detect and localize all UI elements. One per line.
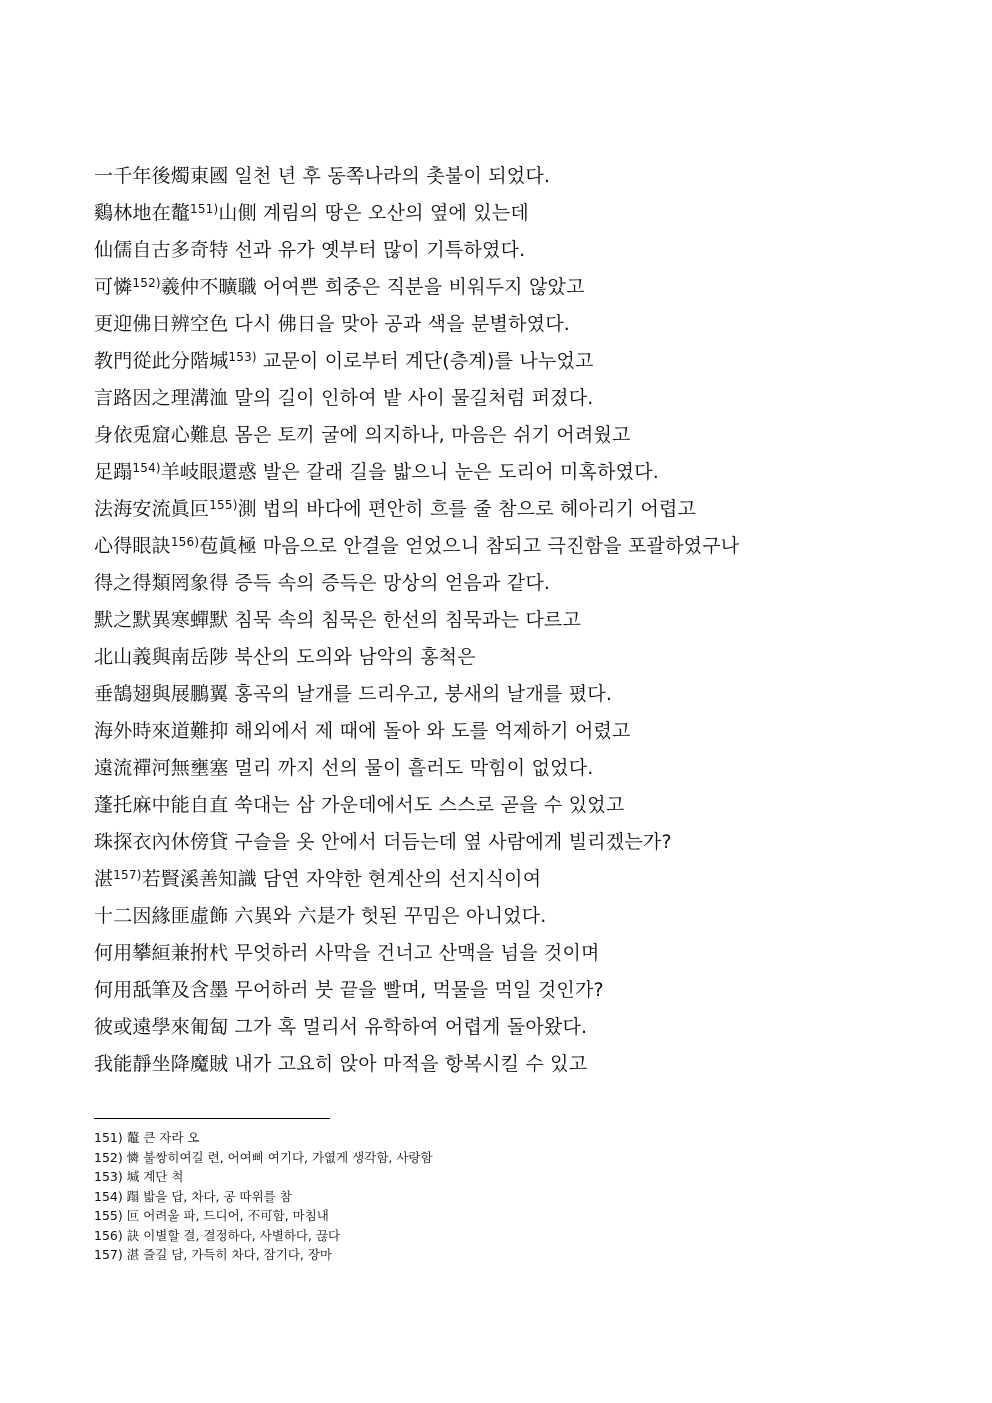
hanja-text: 教門從此分階堿 [94, 350, 229, 372]
hanja-text-continued: 山側 [218, 202, 257, 224]
hanja-text: 心得眼訣 [94, 535, 171, 557]
hanja-text: 海外時來道難抑 [94, 720, 229, 742]
hanja-text: 足蹋 [94, 461, 133, 483]
poem-line [94, 1049, 914, 1086]
poem-line [94, 716, 914, 753]
hanja-text-continued: 苞眞極 [199, 535, 257, 557]
poem-line [94, 198, 914, 235]
footnote-text: 불쌍히여길 련, 어여삐 여기다, 가엾게 생각함, 사랑함 [143, 1149, 433, 1165]
hanja-text: 遠流禪河無壅塞 [94, 757, 229, 779]
footnote-item [94, 1226, 794, 1246]
footnote-character: 叵 [126, 1208, 140, 1223]
poem-line [94, 679, 914, 716]
footnote-item [94, 1128, 794, 1148]
footnote-text: 즐길 담, 가득히 차다, 잠기다, 장마 [143, 1247, 332, 1262]
poem-line [94, 938, 914, 975]
hanja-text: 珠探衣內休傍貸 [94, 831, 229, 853]
footnote-number: 151) [94, 1130, 123, 1145]
korean-translation: 다시 佛日을 맞아 공과 색을 분별하였다. [234, 313, 571, 335]
korean-translation: 발은 갈래 길을 밟으니 눈은 도리어 미혹하였다. [262, 461, 660, 483]
korean-translation: 증득 속의 증득은 망상의 얻음과 같다. [234, 572, 551, 594]
korean-translation: 六異와 六是가 헛된 꾸밈은 아니었다. [234, 905, 547, 927]
korean-translation: 해외에서 제 때에 돌아 와 도를 억제하기 어렸고 [234, 720, 631, 742]
poem-line [94, 420, 914, 457]
hanja-text: 一千年後燭東國 [94, 165, 229, 187]
footnote-ref: 151) [190, 202, 219, 216]
footnote-ref: 155) [209, 498, 238, 512]
poem-line [94, 864, 914, 901]
korean-translation: 말의 길이 인하여 밭 사이 물길처럼 퍼졌다. [234, 387, 594, 409]
poem-line [94, 568, 914, 605]
korean-translation: 몸은 토끼 굴에 의지하나, 마음은 쉬기 어려웠고 [234, 424, 631, 446]
footnote-text: 계단 척 [143, 1169, 184, 1184]
hanja-text: 湛 [94, 868, 114, 890]
poem-body [94, 161, 914, 1086]
hanja-text: 垂鵠翅與展鵬翼 [94, 683, 229, 705]
footnote-number: 156) [94, 1227, 123, 1243]
poem-line [94, 901, 914, 938]
poem-line [94, 309, 914, 346]
poem-line [94, 161, 914, 198]
poem-line [94, 494, 914, 531]
poem-line [94, 346, 914, 383]
footnote-ref: 152) [132, 276, 161, 290]
footnote-text: 이별할 결, 결정하다, 사별하다, 끊다 [143, 1227, 341, 1243]
footnote-character: 湛 [126, 1247, 140, 1262]
hanja-text: 言路因之理溝洫 [94, 387, 229, 409]
poem-line [94, 235, 914, 272]
poem-line [94, 827, 914, 864]
korean-translation: 구슬을 옷 안에서 더듬는데 옆 사람에게 빌리겠는가? [234, 831, 672, 853]
footnote-character: 堿 [126, 1169, 140, 1184]
hanja-text-continued: 若賢溪善知識 [141, 868, 257, 890]
footnote-character: 訣 [126, 1227, 140, 1243]
korean-translation: 계림의 땅은 오산의 옆에 있는데 [262, 202, 529, 224]
footnote-number: 154) [94, 1188, 123, 1204]
footnote-item [94, 1187, 794, 1207]
footnote-ref: 153) [228, 350, 257, 364]
poem-line [94, 975, 914, 1012]
hanja-text: 默之默異寒蟬默 [94, 609, 229, 631]
hanja-text: 可憐 [94, 276, 133, 298]
hanja-text: 法海安流眞叵 [94, 498, 210, 520]
korean-translation: 교문이 이로부터 계단(층계)를 나누었고 [262, 350, 594, 372]
footnote-character: 鼇 [126, 1130, 140, 1145]
hanja-text: 北山義與南岳陟 [94, 646, 229, 668]
korean-translation: 멀리 까지 선의 물이 흘러도 막힘이 없었다. [234, 757, 594, 779]
poem-line [94, 642, 914, 679]
poem-line [94, 790, 914, 827]
footnote-ref: 154) [132, 461, 161, 475]
footnote-item [94, 1206, 794, 1226]
hanja-text: 得之得類罔象得 [94, 572, 229, 594]
hanja-text: 仙儒自古多奇特 [94, 239, 229, 261]
hanja-text-continued: 測 [237, 498, 257, 520]
hanja-text: 身依兎窟心難息 [94, 424, 229, 446]
poem-line [94, 753, 914, 790]
footnote-divider [94, 1118, 330, 1119]
footnote-character: 憐 [126, 1149, 140, 1165]
hanja-text: 十二因緣匪虛飾 [94, 905, 229, 927]
korean-translation: 쑥대는 삼 가운데에서도 스스로 곧을 수 있었고 [234, 794, 625, 816]
hanja-text: 蓬托麻中能自直 [94, 794, 229, 816]
footnote-number: 157) [94, 1247, 123, 1262]
korean-translation: 내가 고요히 앉아 마적을 항복시킬 수 있고 [234, 1053, 588, 1075]
hanja-text: 鷄林地在鼇 [94, 202, 191, 224]
korean-translation: 침묵 속의 침묵은 한선의 침묵과는 다르고 [234, 609, 582, 631]
footnote-item [94, 1245, 794, 1265]
footnote-item [94, 1167, 794, 1187]
korean-translation: 담연 자약한 현계산의 선지식이여 [262, 868, 542, 890]
poem-line [94, 605, 914, 642]
footnote-text: 어려울 파, 드디어, 不可함, 마침내 [143, 1208, 329, 1223]
poem-line [94, 531, 914, 568]
korean-translation: 그가 혹 멀리서 유학하여 어렵게 돌아왔다. [234, 1016, 588, 1038]
footnote-ref: 156) [170, 535, 200, 549]
poem-line [94, 383, 914, 420]
hanja-text: 我能靜坐降魔賊 [94, 1053, 229, 1075]
poem-line [94, 272, 914, 309]
korean-translation: 선과 유가 옛부터 많이 기특하였다. [234, 239, 526, 261]
footnote-character: 蹋 [126, 1188, 140, 1204]
korean-translation: 법의 바다에 편안히 흐를 줄 참으로 헤아리기 어렵고 [262, 498, 697, 520]
korean-translation: 홍곡의 날개를 드리우고, 붕새의 날개를 폈다. [234, 683, 613, 705]
footnote-item [94, 1148, 794, 1168]
poem-line [94, 457, 914, 494]
footnote-text: 큰 자라 오 [143, 1130, 200, 1145]
hanja-text: 何用舐筆及含墨 [94, 979, 229, 1001]
hanja-text-continued: 羲仲不曠職 [160, 276, 257, 298]
hanja-text: 彼或遠學來匍匐 [94, 1016, 229, 1038]
korean-translation: 무어하러 붓 끝을 빨며, 먹물을 먹일 것인가? [234, 979, 604, 1001]
korean-translation: 일천 년 후 동쪽나라의 촛불이 되었다. [234, 165, 551, 187]
hanja-text: 何用攀絙兼拊杙 [94, 942, 229, 964]
footnote-number: 152) [94, 1149, 123, 1165]
korean-translation: 무엇하러 사막을 건너고 산맥을 넘을 것이며 [234, 942, 600, 964]
footnotes [94, 1128, 794, 1265]
footnote-number: 153) [94, 1169, 123, 1184]
poem-line [94, 1012, 914, 1049]
korean-translation: 어여쁜 희중은 직분을 비워두지 않았고 [262, 276, 585, 298]
footnote-number: 155) [94, 1208, 123, 1223]
hanja-text: 更迎佛日辨空色 [94, 313, 229, 335]
korean-translation: 마음으로 안결을 얻었으니 참되고 극진함을 포괄하였구나 [262, 535, 740, 557]
hanja-text-continued: 羊岐眼還惑 [160, 461, 257, 483]
korean-translation: 북산의 도의와 남악의 홍척은 [234, 646, 476, 668]
footnote-ref: 157) [113, 868, 142, 882]
footnote-text: 밟을 답, 차다, 공 따위를 참 [143, 1188, 292, 1204]
